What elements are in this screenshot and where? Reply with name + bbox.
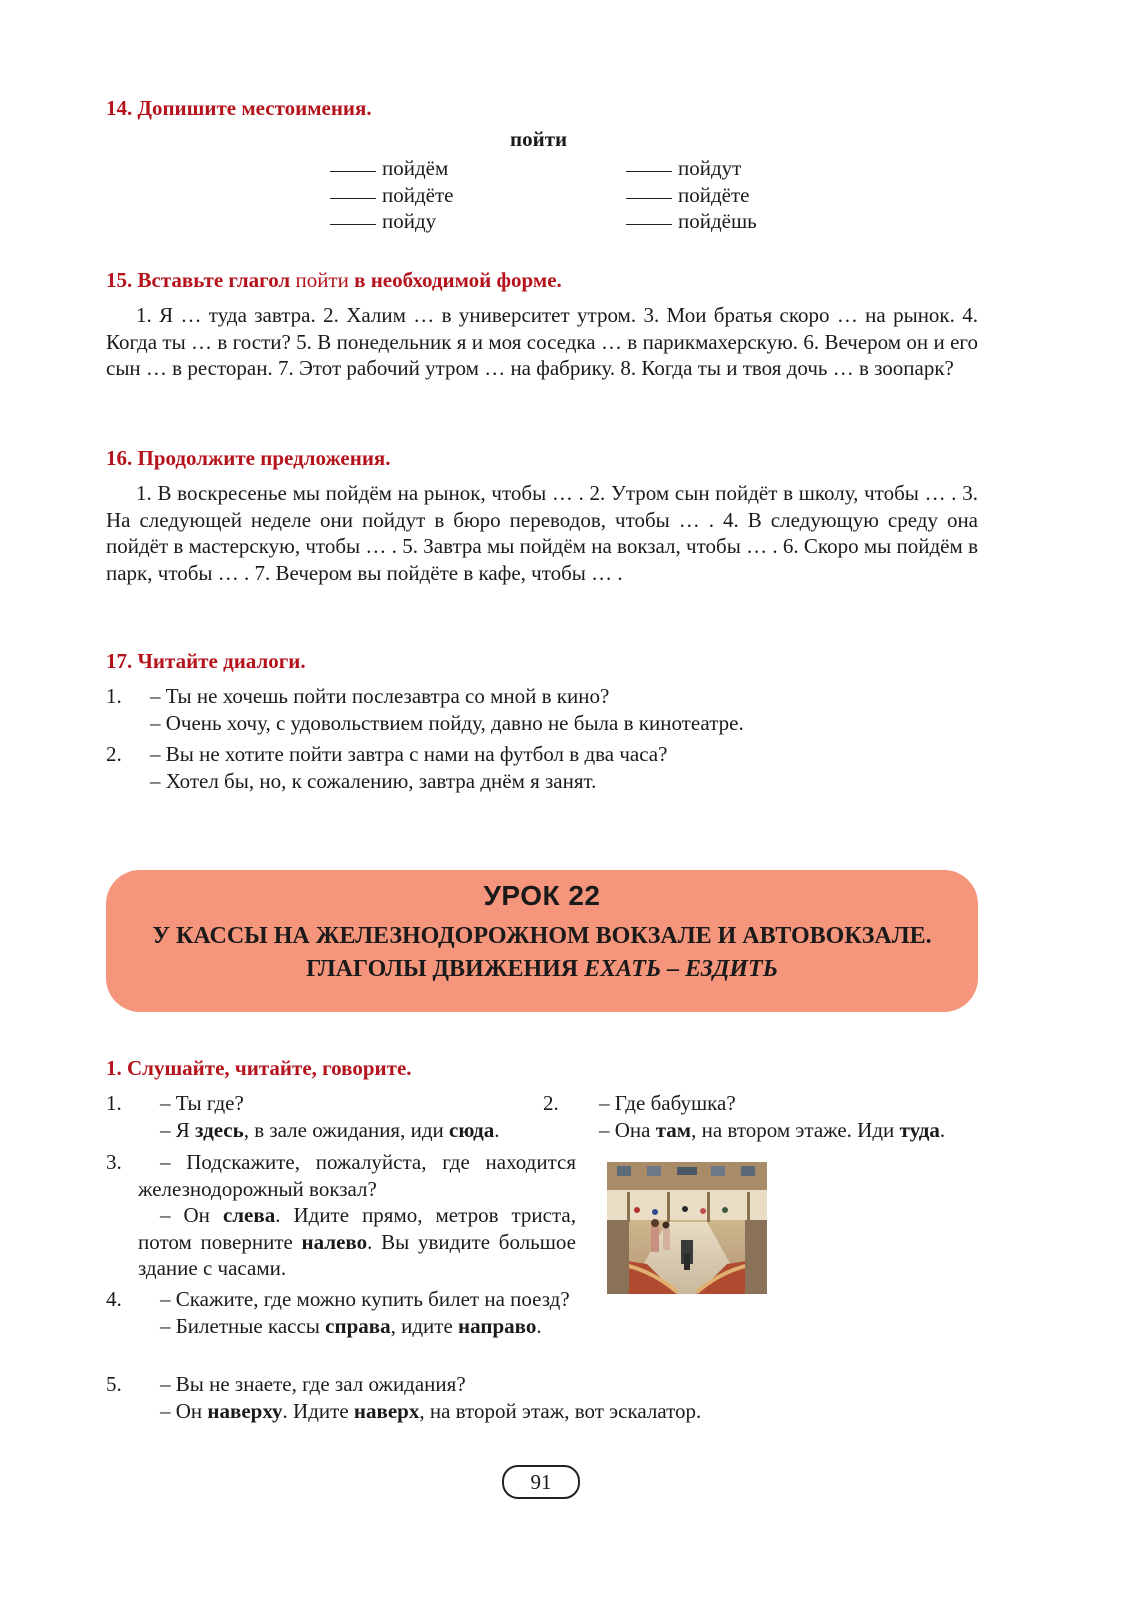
dialog-3: – Подскажите, пожалуйста, где находится железнодорожный вокзал? – Он слева. Идите прямо, метров триста, потом поверните налево. Вы увидите большое здание с часами. xyxy=(138,1150,576,1280)
ex14-right-row: пойдут xyxy=(626,155,757,182)
ex14-right-col xyxy=(626,155,757,235)
ex15-heading: 15. Вставьте глагол пойти в необходимой форме. xyxy=(106,268,562,292)
lesson-title-line1: У КАССЫ НА ЖЕЛЕЗНОДОРОЖНОМ ВОКЗАЛЕ И АВТОВОКЗАЛЕ. xyxy=(152,923,932,949)
ex17-dialog-num: 1. xyxy=(106,684,122,708)
ex17-dialog-num: 2. xyxy=(106,742,122,766)
dialog-1: – Ты где? – Я здесь, в зале ожидания, иди сюда. xyxy=(160,1091,500,1142)
dialog-number: 4. xyxy=(106,1287,122,1311)
dialog-number: 1. xyxy=(106,1091,122,1115)
lesson-banner xyxy=(106,870,978,1012)
ex17-dialog-2: – Вы не хотите пойти завтра с нами на футбол в два часа? – Хотел бы, но, к сожалению, завтра днём я занят. xyxy=(150,742,668,793)
dialog-number: 2. xyxy=(543,1091,559,1115)
dialog-4: – Скажите, где можно купить билет на поезд? – Билетные кассы справа, идите направо. xyxy=(160,1287,570,1338)
dialog-5: – Вы не знаете, где зал ожидания? – Он наверху. Идите наверх, на второй этаж, вот эскалатор. xyxy=(160,1372,702,1423)
ex14-left-col xyxy=(330,155,453,235)
dialog-number: 3. xyxy=(106,1150,122,1174)
ex14-heading: 14. Допишите местоимения. xyxy=(106,96,372,120)
dialog-number: 5. xyxy=(106,1372,122,1396)
blank-line xyxy=(626,170,672,172)
blank-line xyxy=(330,197,376,199)
ex14-left-row: пойдёте xyxy=(330,182,453,209)
ex17-heading: 17. Читайте диалоги. xyxy=(106,649,306,673)
ex16-heading: 16. Продолжите предложения. xyxy=(106,446,391,470)
ex14-left-row: пойдём xyxy=(330,155,453,182)
blank-line xyxy=(626,223,672,225)
ex14-left-row: пойду xyxy=(330,208,453,235)
ex14-right-row: пойдёте xyxy=(626,182,757,209)
ex16-text: 1. В воскресенье мы пойдём на рынок, чтобы … . 2. Утром сын пойдёт в школу, чтобы … . 3. На следующей неделе они пойдут в бюро переводов, чтобы … . 4. В следующую среду она пойдёт в мастерскую, чтобы … . 5. Завтра мы пойдём на вокзал, чтобы … . 6. Скоро мы пойдём в парк, чтобы … . 7. Вечером вы пойдёте в кафе, чтобы … . xyxy=(106,481,978,585)
ex14-right-row: пойдёшь xyxy=(626,208,757,235)
dialog-2: – Где бабушка? – Она там, на втором этаже. Иди туда. xyxy=(599,1091,946,1142)
lesson-number: УРОК 22 xyxy=(483,880,601,911)
ex15-text: 1. Я … туда завтра. 2. Халим … в университет утром. 3. Мои братья скоро … на рынок. 4. Когда ты … в гости? 5. В понедельник я и моя соседка … в парикмахерскую. 6. Вечером он и его сын … в ресторан. 7. Этот рабочий утром … на фабрику. 8. Когда ты и твоя дочь … в зоопарк? xyxy=(106,303,978,380)
ex17-dialog-1: – Ты не хочешь пойти послезавтра со мной в кино? – Очень хочу, с удовольствием пойду, давно не была в кинотеатре. xyxy=(150,684,744,735)
blank-line xyxy=(330,170,376,172)
ex1-heading: 1. Слушайте, читайте, говорите. xyxy=(106,1056,412,1080)
ex14-verb: пойти xyxy=(510,127,568,151)
blank-line xyxy=(330,223,376,225)
station-escalator-photo xyxy=(607,1162,767,1294)
page-number: 91 xyxy=(502,1465,580,1499)
lesson-title-line2: ГЛАГОЛЫ ДВИЖЕНИЯ ЕХАТЬ – ЕЗДИТЬ xyxy=(306,956,778,982)
blank-line xyxy=(626,197,672,199)
